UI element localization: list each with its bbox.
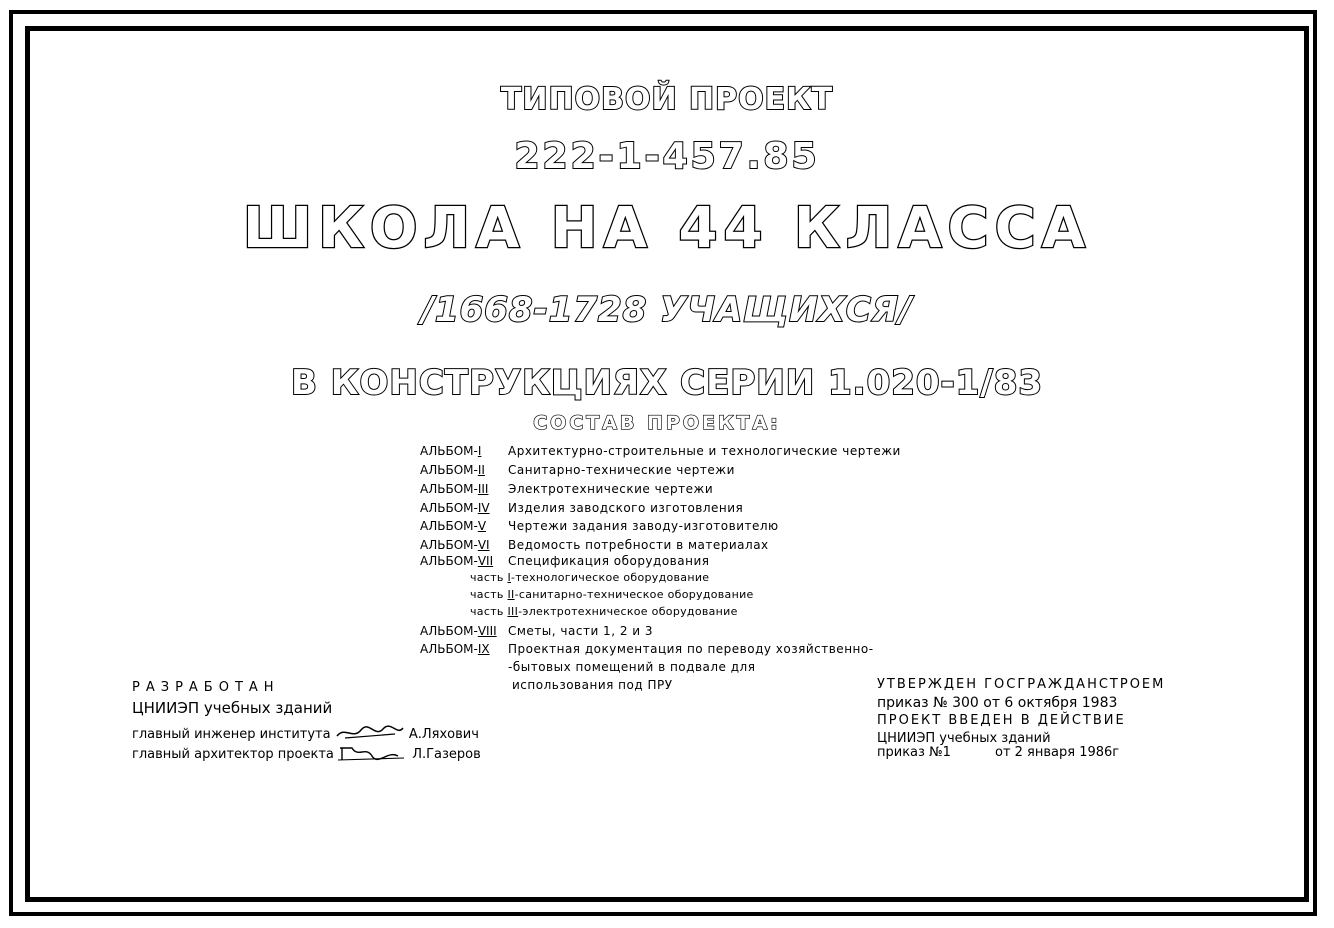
part-prefix: часть bbox=[470, 571, 508, 584]
part-number: I bbox=[507, 571, 512, 584]
album-prefix: АЛЬБОМ- bbox=[420, 482, 478, 496]
album-title: Чертежи задания заводу-изготовителю bbox=[508, 519, 779, 533]
list-item bbox=[470, 570, 709, 586]
album-title: Электротехнические чертежи bbox=[508, 482, 714, 496]
chief-architect-line bbox=[132, 740, 481, 765]
album-number: IX bbox=[477, 642, 490, 656]
part-title: -электротехническое оборудование bbox=[518, 605, 738, 618]
album-number: VII bbox=[477, 554, 494, 568]
approval-order: приказ № 300 от 6 октября 1983 bbox=[877, 695, 1118, 711]
developed-heading: РАЗРАБОТАН bbox=[132, 680, 280, 695]
approved-by: УТВЕРЖДЕН ГОСГРАЖДАНСТРОЕМ bbox=[877, 677, 1166, 692]
chief-engineer-role: главный инженер института bbox=[132, 727, 331, 742]
album-prefix: АЛЬБОМ- bbox=[420, 463, 478, 477]
students-capacity: /1668-1728 УЧАЩИХСЯ/ bbox=[421, 290, 913, 330]
project-name: ШКОЛА НА 44 КЛАССА bbox=[242, 196, 1092, 261]
album-title: Ведомость потребности в материалах bbox=[508, 538, 769, 552]
project-number: 222-1-457.85 bbox=[514, 136, 820, 177]
album-number: I bbox=[477, 444, 482, 458]
album-number: VIII bbox=[477, 624, 497, 638]
construction-series: В КОНСТРУКЦИЯХ СЕРИИ 1.020-1/83 bbox=[290, 363, 1044, 403]
part-title: -санитарно-техническое оборудование bbox=[514, 588, 754, 601]
list-item bbox=[470, 587, 754, 603]
part-prefix: часть bbox=[470, 605, 508, 618]
album-prefix: АЛЬБОМ- bbox=[420, 642, 478, 656]
album-title: Архитектурно-строительные и технологические чертежи bbox=[508, 444, 901, 458]
album-prefix: АЛЬБОМ- bbox=[420, 554, 478, 568]
album-number: VI bbox=[477, 538, 490, 552]
part-prefix: часть bbox=[470, 588, 508, 601]
album-number: III bbox=[477, 482, 489, 496]
album-prefix: АЛЬБОМ- bbox=[420, 501, 478, 515]
album-prefix: АЛЬБОМ- bbox=[420, 519, 478, 533]
part-number: III bbox=[507, 605, 519, 618]
album-title: Проектная документация по переводу хозяйственно- bbox=[508, 642, 874, 656]
album-number: II bbox=[477, 463, 485, 477]
enacting-date: от 2 января 1986г bbox=[995, 745, 1120, 760]
chief-engineer-name: А.Ляхович bbox=[408, 727, 479, 742]
chief-architect-name: Л.Газеров bbox=[412, 747, 481, 762]
enacting-org: ЦНИИЭП учебных зданий bbox=[877, 731, 1051, 746]
album-title: Изделия заводского изготовления bbox=[508, 501, 744, 515]
list-item bbox=[470, 604, 738, 620]
developer-org: ЦНИИЭП учебных зданий bbox=[132, 699, 333, 717]
album-title: Сметы, части 1, 2 и 3 bbox=[508, 624, 654, 638]
album-title-continued: -бытовых помещений в подвале для bbox=[508, 660, 756, 674]
album-number: IV bbox=[477, 501, 490, 515]
album-number: V bbox=[477, 519, 487, 533]
enacting-order: приказ №1 bbox=[877, 745, 951, 760]
album-prefix: АЛЬБОМ- bbox=[420, 624, 478, 638]
album-title-continued: использования под ПРУ bbox=[512, 678, 673, 692]
album-title: Санитарно-технические чертежи bbox=[508, 463, 735, 477]
chief-architect-role: главный архитектор проекта bbox=[132, 747, 334, 762]
part-number: II bbox=[507, 588, 515, 601]
enacted-heading: ПРОЕКТ ВВЕДЕН В ДЕЙСТВИЕ bbox=[877, 713, 1126, 728]
project-type-title: ТИПОВОЙ ПРОЕКТ bbox=[500, 82, 834, 117]
album-title: Спецификация оборудования bbox=[508, 554, 710, 568]
signature-icon bbox=[338, 744, 408, 762]
album-prefix: АЛЬБОМ- bbox=[420, 444, 478, 458]
part-title: -технологическое оборудование bbox=[511, 571, 710, 584]
album-prefix: АЛЬБОМ- bbox=[420, 538, 478, 552]
contents-heading: СОСТАВ ПРОЕКТА: bbox=[533, 412, 781, 434]
